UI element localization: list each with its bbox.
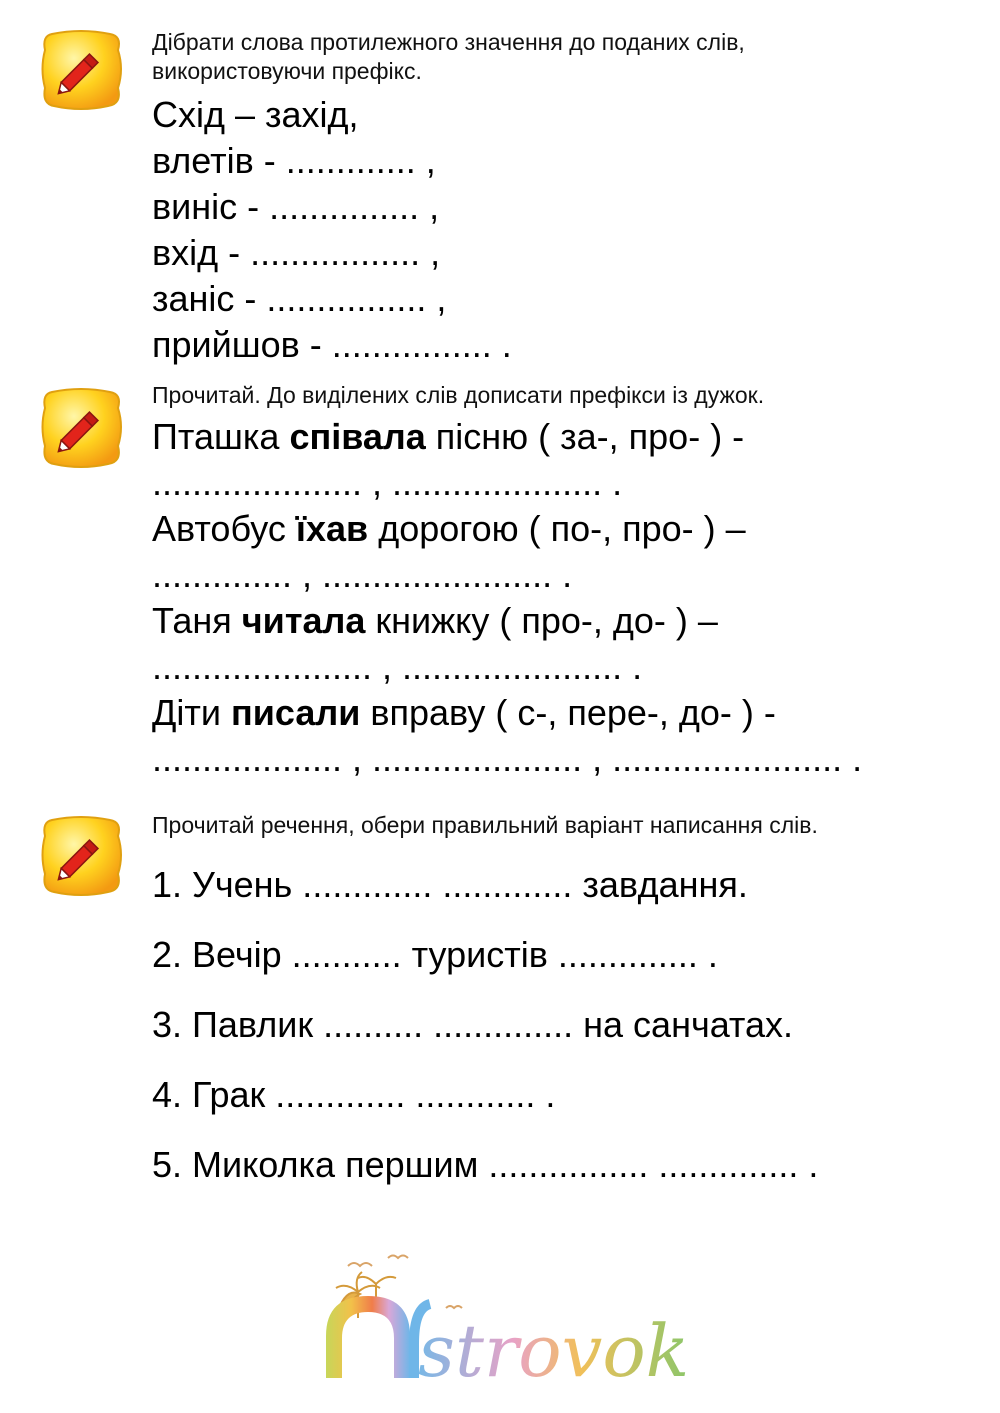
highlighted-word: співала — [289, 416, 426, 457]
answer-blanks: ..................... , ..................... . — [152, 462, 623, 503]
task3-sentence: 4. Грак ............. ............ . — [152, 1074, 556, 1115]
sentence-text: вправу ( с-, пере-, до- ) - — [360, 692, 776, 733]
task3-sentence: 5. Миколка першим ................ .............. . — [152, 1144, 819, 1185]
task1-line: заніс - ................ , — [152, 278, 447, 319]
sentence-text: Автобус — [152, 508, 296, 549]
pencil-icon — [38, 384, 124, 470]
answer-blanks: ................... , ..................... , ....................... . — [152, 738, 863, 779]
task2-sentence — [152, 414, 862, 460]
sentence-text: Діти — [152, 692, 231, 733]
highlighted-word: їхав — [295, 508, 369, 549]
highlighted-word: писали — [230, 692, 361, 733]
task2-sentence — [152, 690, 862, 736]
pencil-icon — [38, 812, 124, 898]
task2-sentence — [152, 506, 862, 552]
sentence-text: дорогою ( по-, про- ) – — [368, 508, 746, 549]
task1-line: влетів - ............. , — [152, 140, 436, 181]
answer-blanks: .............. , ....................... . — [152, 554, 573, 595]
task1-line: вхід - ................. , — [152, 232, 441, 273]
sentence-text: книжку ( про-, до- ) – — [365, 600, 718, 641]
highlighted-word: читала — [241, 600, 366, 641]
task3-sentence: 1. Учень ............. ............. завдання. — [152, 864, 748, 905]
sentence-text: Пташка — [152, 416, 290, 457]
task1-instruction-line2: використовуючи префікс. — [152, 58, 422, 84]
task1-instruction-line1: Дібрати слова протилежного значення до поданих слів, — [152, 29, 745, 55]
task1-line: Схід – захід, — [152, 94, 359, 135]
sentence-text: Таня — [152, 600, 242, 641]
task-prefixes — [152, 381, 862, 782]
logo-text: strovok — [418, 1309, 690, 1388]
sentence-text: пісню ( за-, про- ) - — [425, 416, 745, 457]
task3-sentence: 2. Вечір ........... туристів .............. . — [152, 934, 718, 975]
task2-instruction: Прочитай. До виділених слів дописати префікси із дужок. — [152, 382, 765, 408]
task2-sentence — [152, 598, 862, 644]
ostrovok-logo — [318, 1248, 758, 1388]
task1-line: прийшов - ................ . — [152, 324, 512, 365]
task-antonyms — [152, 28, 745, 368]
task3-sentence: 3. Павлик .......... .............. на санчатах. — [152, 1004, 794, 1045]
task1-line: виніс - ............... , — [152, 186, 440, 227]
pencil-icon — [38, 26, 124, 112]
task3-instruction: Прочитай речення, обери правильний варіант написання слів. — [152, 812, 818, 838]
answer-blanks: ...................... , ...................... . — [152, 646, 643, 687]
